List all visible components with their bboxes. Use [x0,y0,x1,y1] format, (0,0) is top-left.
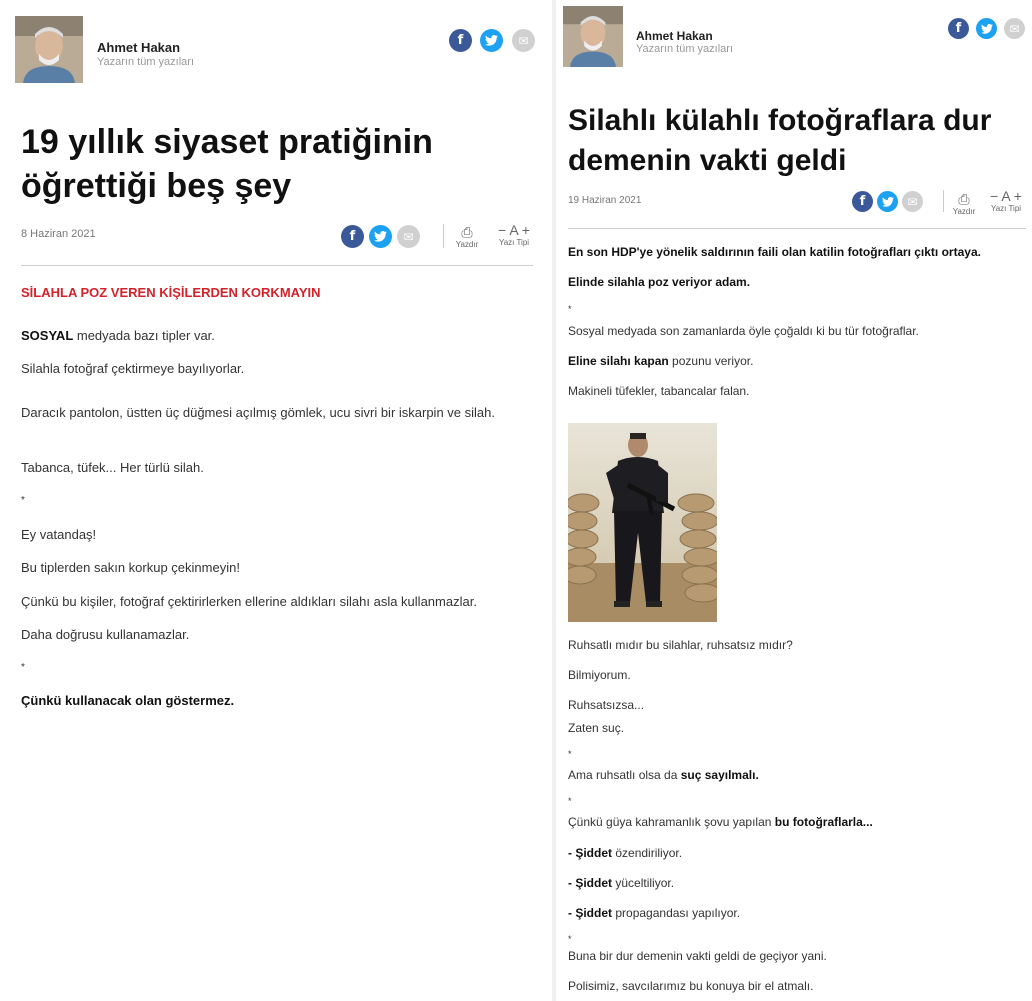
paragraph: Silahla fotoğraf çektirmeye bayılıyorlar. [21,361,245,376]
article-title [21,120,433,208]
font-increase-icon[interactable]: + [521,222,530,238]
paragraph: Zaten suç. [568,721,625,735]
author-photo-icon [563,6,623,67]
mail-share-icon[interactable]: ✉ [902,191,923,212]
subheading: SİLAHLA POZ VEREN KİŞİLERDEN KORKMAYIN [21,285,321,300]
paragraph-bold: Çünkü kullanacak olan göstermez. [21,693,235,708]
author-avatar[interactable] [15,16,83,83]
paragraph: Ruhsatlı mıdır bu silahlar, ruhsatsız mıdır? [568,638,793,652]
paragraph: Sosyal medyada son zamanlarda öyle çoğaldı ki bu tür fotoğraflar. [568,324,919,338]
separator-star: * [568,304,572,314]
list-item: - Şiddet yüceltiliyor. [568,876,675,890]
paragraph: SOSYAL medyada bazı tipler var. [21,328,215,343]
paragraph: Polisimiz, savcılarımız bu konuya bir el atmalı. [568,979,814,993]
title-line-2: öğrettiği beş şey [21,167,292,205]
article-photo [568,423,717,622]
facebook-share-icon[interactable]: f [852,191,873,212]
paragraph: Bilmiyorum. [568,668,631,682]
facebook-share-icon[interactable]: f [948,18,969,39]
twitter-share-icon[interactable] [877,191,898,212]
toolbar-divider [943,190,944,212]
title-line-1: Silahlı külahlı fotoğraflara dur [568,104,992,137]
font-size-control[interactable] [984,188,1028,213]
paragraph-bold: En son HDP'ye yönelik saldırının faili olan katilin fotoğrafları çıktı ortaya. [568,245,981,259]
print-icon: ⎙ [461,224,473,240]
toolbar-divider [443,224,444,248]
paragraph: Buna bir dur demenin vakti geldi de geçiyor yani. [568,949,827,963]
separator-star: * [568,749,572,759]
paragraph: Çünkü bu kişiler, fotoğraf çektirirlerken ellerine aldıkları silahı asla kullanmazlar. [21,594,477,609]
separator-star: * [21,662,25,673]
paragraph-bold: Elinde silahla poz veriyor adam. [568,275,751,289]
list-item: - Şiddet özendiriliyor. [568,846,683,860]
paragraph: Ruhsatsızsa... [568,698,645,712]
armed-man-photo-icon [568,423,717,622]
twitter-share-icon[interactable] [480,29,503,52]
mail-share-icon[interactable]: ✉ [1004,18,1025,39]
separator-star: * [21,495,25,506]
title-line-2: demenin vakti geldi [568,144,847,177]
facebook-share-icon[interactable]: f [449,29,472,52]
separator-star: * [568,796,572,806]
header-rule [21,265,533,266]
author-photo-icon [15,16,83,83]
font-a-icon: A [1001,188,1010,204]
blank-area [0,718,552,1001]
font-increase-icon[interactable]: + [1013,188,1022,204]
author-all-posts-link[interactable]: Yazarın tüm yazıları [97,56,194,68]
paragraph: Ama ruhsatlı olsa da suç sayılmalı. [568,768,759,782]
right-article [556,0,1032,1001]
print-button[interactable] [952,191,976,216]
font-a-icon: A [509,222,518,238]
author-avatar[interactable] [563,6,623,67]
article-date: 19 Haziran 2021 [568,195,642,206]
title-line-1: 19 yıllık siyaset pratiğinin [21,123,433,161]
author-all-posts-link[interactable]: Yazarın tüm yazıları [636,43,733,55]
article-date: 8 Haziran 2021 [21,228,96,240]
header-rule [568,228,1026,229]
print-icon: ⎙ [958,191,970,207]
article-title [568,101,991,181]
paragraph: Tabanca, tüfek... Her türlü silah. [21,460,204,475]
facebook-share-icon[interactable]: f [341,225,364,248]
separator-star: * [568,934,572,944]
font-size-control[interactable] [490,222,538,247]
paragraph: Bu tiplerden sakın korkup çekinmeyin! [21,560,240,575]
paragraph: Daracık pantolon, üstten üç düğmesi açılmış gömlek, ucu sivri bir iskarpin ve silah. [21,405,495,420]
paragraph: Eline silahı kapan pozunu veriyor. [568,354,754,368]
print-label: Yazdır [952,207,976,216]
paragraph: Ey vatandaş! [21,527,97,542]
paragraph: Makineli tüfekler, tabancalar falan. [568,384,750,398]
paragraph: Daha doğrusu kullanamazlar. [21,627,190,642]
print-button[interactable] [454,224,480,249]
mail-share-icon[interactable]: ✉ [397,225,420,248]
left-article [0,0,552,718]
twitter-share-icon[interactable] [976,18,997,39]
font-label: Yazı Tipi [990,204,1022,213]
mail-share-icon[interactable]: ✉ [512,29,535,52]
font-label: Yazı Tipi [498,238,530,247]
font-decrease-icon[interactable]: − [990,188,999,204]
paragraph: Çünkü güya kahramanlık şovu yapılan bu fotoğraflarla... [568,815,873,829]
list-item: - Şiddet propagandası yapılıyor. [568,906,741,920]
author-name[interactable]: Ahmet Hakan [636,29,713,43]
author-name[interactable]: Ahmet Hakan [97,40,181,55]
font-decrease-icon[interactable]: − [498,222,507,238]
twitter-share-icon[interactable] [369,225,392,248]
print-label: Yazdır [455,240,479,249]
